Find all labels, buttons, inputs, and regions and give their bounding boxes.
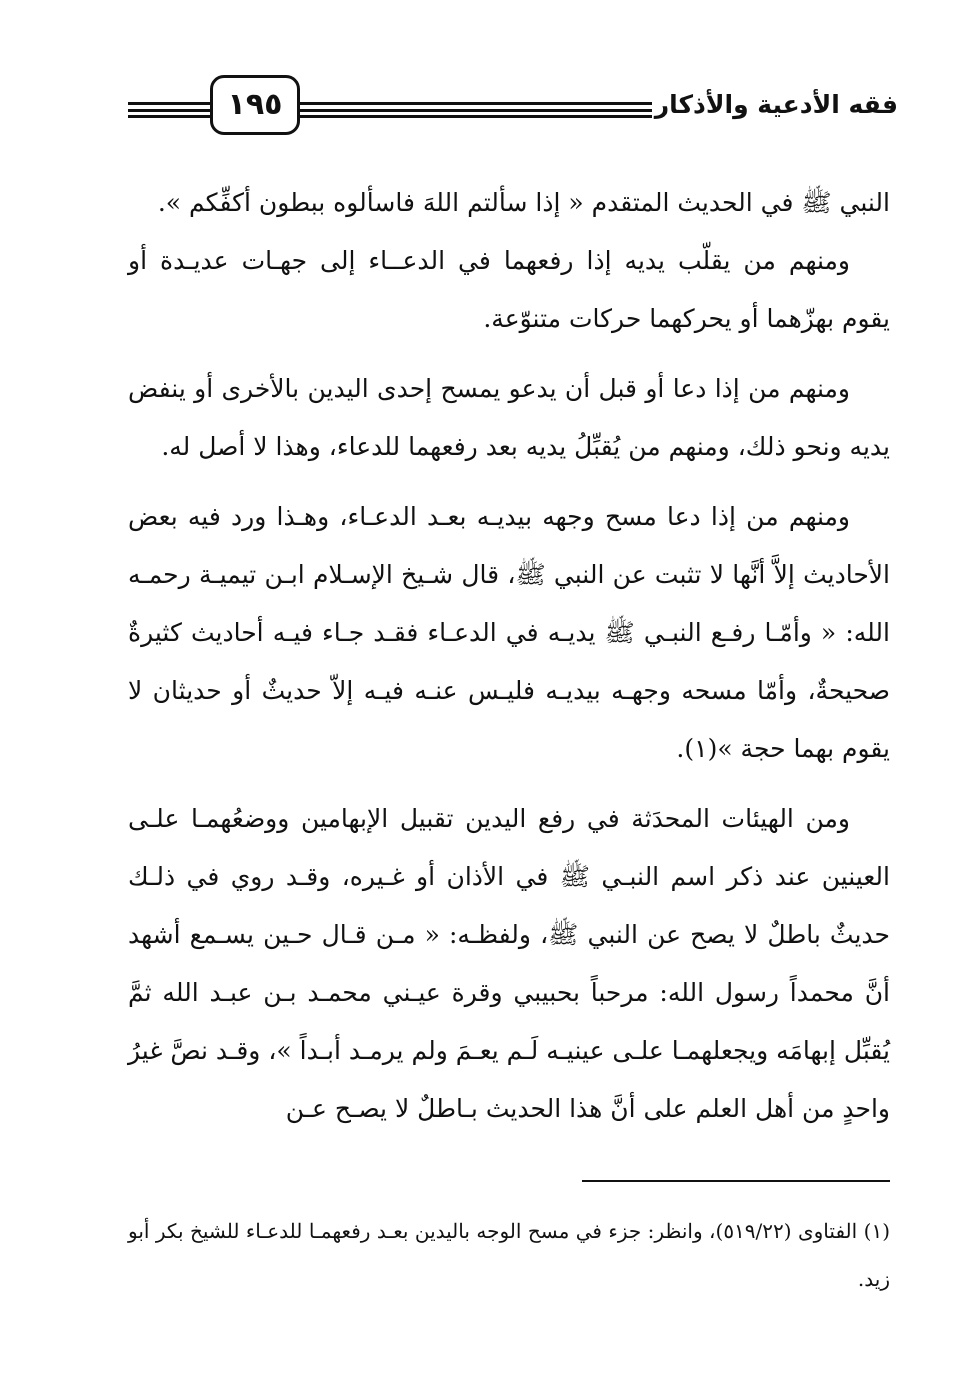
paragraph: ومنهم من إذا دعا مسح وجهه بيديـه بعـد الدعـاء، وهـذا ورد فيه بعض الأحاديث إلاَّ أنَّها لا تثبت عن النبي ﷺ، قال شـيخ الإسـلام ابـن تيميـة رحمـه الله: « وأمّـا رفـع النبـي ﷺ يديـه في الدعـاء فقـد جـاء فيـه أحاديث كثيرةٌ صحيحةٌ، وأمّا مسحه وجهـه بيديـه فليـس عنـه فيـه إلاّ حديثٌ أو حديثان لا يقوم بهما حجة »(١). <box>128 502 890 763</box>
paragraph: ومنهم من إذا دعا أو قبل أن يدعو يمسح إحدى اليدين بالأخرى أو ينفض يديه ونحو ذلك، ومنهم من يُقبِّلُ يديه بعد رفعهما للدعاء، وهذا لا أصل له. <box>128 374 890 461</box>
paragraph: النبي ﷺ في الحديث المتقدم « إذا سألتم اللهَ فاسألوه ببطون أكفِّكم ». <box>157 188 890 217</box>
page-header <box>128 72 898 142</box>
header-rule <box>300 115 652 118</box>
paragraph: ومن الهيئات المحدَثة في رفع اليدين تقبيل الإبهامين ووضعُهمـا علـى العينين عند ذكر اسم النبـي ﷺ في الأذان أو غـيره، وقـد روي في ذلـك حديثٌ باطلٌ لا يصح عن النبي ﷺ، ولفظـه: « مـن قـال حـين يسـمع أشهد أنَّ محمداً رسول الله: مرحباً بحبيبي وقرة عيـني محمـد بـن عبـد الله ثمَّ يُقبِّل إبهامَه ويجعلهمـا علـى عينيـه لَـم يعـمَ ولم يرمـد أبـداً »، وقـد نصَّ غيرُ واحدٍ من أهل العلم على أنَّ هذا الحديث بـاطلٌ لا يصـح عـن <box>128 804 890 1123</box>
header-rule <box>128 109 210 112</box>
header-rule <box>300 102 652 105</box>
main-text <box>128 174 890 1138</box>
book-title: فقه الأدعية والأذكار <box>654 90 898 119</box>
footnote-separator <box>582 1180 890 1182</box>
header-rule <box>128 115 210 118</box>
paragraph: ومنهم من يقلّب يديه إذا رفعهما في الدعــاء إلى جهـات عديـدة أو يقوم بهزّهما أو يحركهما حركات متنوّعة. <box>128 246 890 333</box>
page-number: ١٩٥ <box>210 75 300 135</box>
header-rule <box>128 102 210 105</box>
footnote: (١) الفتاوى (٥١٩/٢٢)، وانظر: جزء في مسح الوجه باليدين بعـد رفعهمـا للدعـاء للشيخ بكر أبو زيد. <box>128 1219 891 1291</box>
header-rule <box>300 109 652 112</box>
